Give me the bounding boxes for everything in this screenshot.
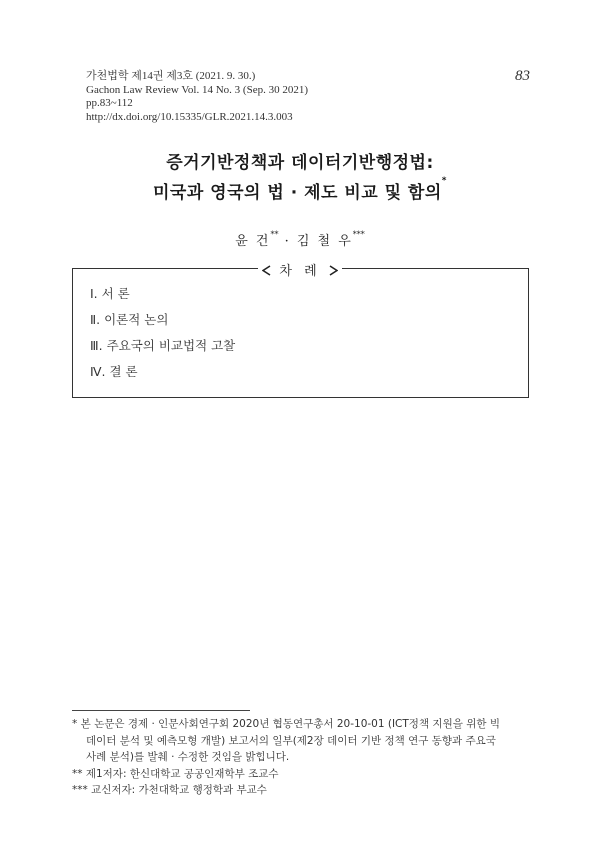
author-line [0, 230, 600, 249]
paper-title-line1: 증거기반정책과 데이터기반행정법: [166, 153, 434, 173]
toc-item-conclusion[interactable]: Ⅳ. 결 론 [90, 364, 138, 379]
toc-label-text: 차 례 [279, 264, 321, 279]
toc-item-introduction[interactable]: Ⅰ. 서 론 [90, 286, 130, 301]
paper-title-line2 [0, 178, 600, 203]
chevron-right-icon [329, 265, 338, 276]
author-2: 김 철 우 [296, 234, 353, 249]
paper-title-line2-text: 미국과 영국의 법 · 제도 비교 및 함의 [152, 183, 442, 203]
toc-label [0, 260, 600, 279]
toc-list [90, 286, 235, 390]
footnotes [72, 716, 542, 799]
footnote-2: ** 제1저자: 한신대학교 공공인재학부 조교수 [72, 767, 279, 780]
footnote-3: *** 교신저자: 가천대학교 행정학과 부교수 [72, 784, 267, 796]
journal-issue-en: Gachon Law Review Vol. 14 No. 3 (Sep. 30 2021) [86, 83, 309, 96]
footnote-divider [72, 710, 250, 711]
author-1: 윤 건 [235, 234, 271, 249]
footnote-1-line3: 사례 분석)를 발췌 · 수정한 것임을 밝힙니다. [86, 751, 290, 763]
author-separator: · [278, 234, 297, 249]
journal-doi-link[interactable]: http://dx.doi.org/10.15335/GLR.2021.14.3.003 [86, 110, 293, 123]
footnote-1-line2: 데이터 분석 및 예측모형 개발) 보고서의 일부(제2장 데이터 기반 정책 연구 동향과 주요국 [86, 734, 496, 747]
chevron-left-icon [262, 265, 271, 276]
footnote-1-line1: * 본 논문은 경제 · 인문사회연구회 2020년 협동연구총서 20-10-01 (ICT정책 지원을 위한 빅 [72, 718, 500, 730]
toc-item-comparative-study[interactable]: Ⅲ. 주요국의 비교법적 고찰 [90, 338, 236, 353]
page-number: 83 [515, 68, 530, 84]
title-footnote-mark: * [441, 176, 447, 186]
journal-header [86, 70, 308, 124]
journal-issue-kr: 가천법학 제14권 제3호 (2021. 9. 30.) [86, 70, 256, 82]
author-2-mark: *** [352, 230, 365, 239]
toc-item-theory[interactable]: Ⅱ. 이론적 논의 [90, 312, 169, 327]
author-1-mark: ** [270, 230, 279, 239]
journal-pages: pp.83~112 [86, 97, 133, 109]
